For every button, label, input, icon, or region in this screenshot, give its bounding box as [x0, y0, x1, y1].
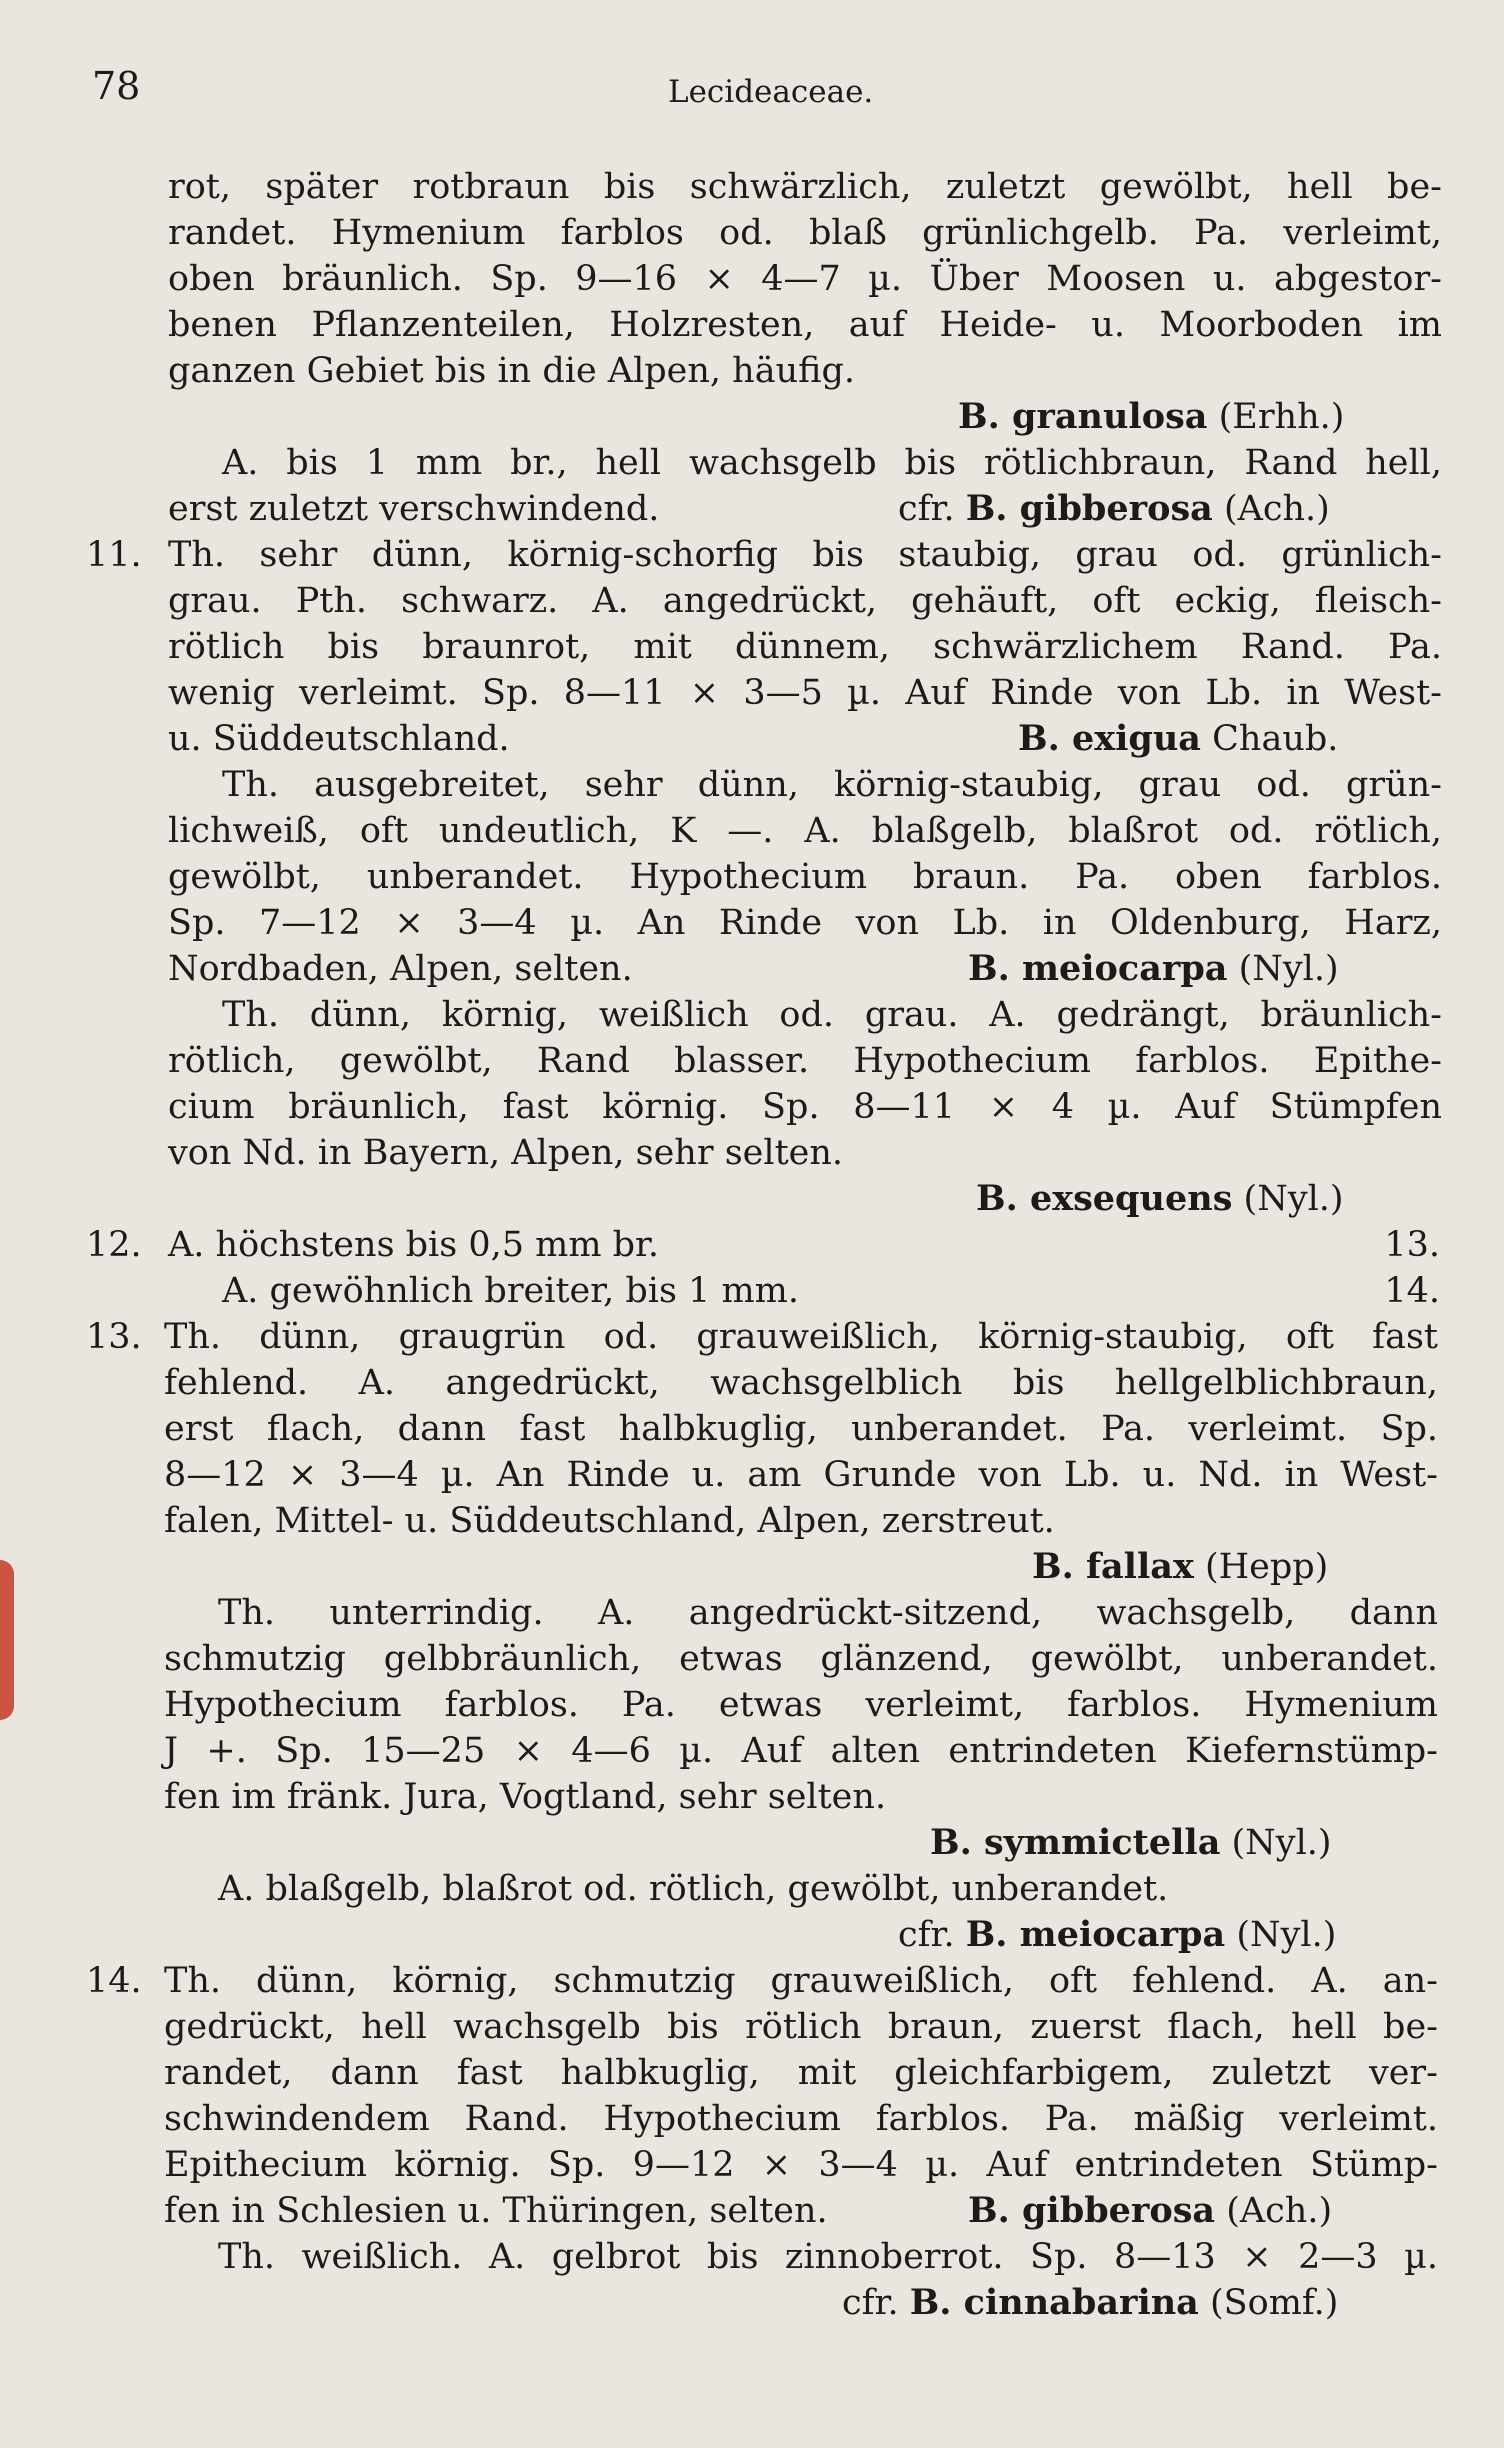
text-line: randet. Hymenium farblos od. blaß grünlichgelb. Pa. verleimt, — [168, 213, 1442, 253]
couplet-number: 12. — [86, 1225, 142, 1265]
text-line: u. Süddeutschland. — [168, 719, 510, 759]
text-line: J +. Sp. 15—25 × 4—6 µ. Auf alten entrindeten Kiefernstümp- — [164, 1731, 1438, 1771]
text-line: Th. dünn, graugrün od. grauweißlich, körnig-staubig, oft fast — [164, 1317, 1438, 1357]
text-line: Th. dünn, körnig, schmutzig grauweißlich, oft fehlend. A. an- — [164, 1961, 1438, 2001]
species-name: B. exsequens (Nyl.) — [976, 1178, 1344, 1219]
page-number: 78 — [92, 64, 141, 108]
text-line: rot, später rotbraun bis schwärzlich, zuletzt gewölbt, hell be- — [168, 167, 1442, 207]
text-line: Hypothecium farblos. Pa. etwas verleimt, farblos. Hymenium — [164, 1685, 1438, 1725]
text-line: Th. unterrindig. A. angedrückt-sitzend, wachsgelb, dann — [218, 1593, 1438, 1633]
running-title: Lecideaceae. — [668, 74, 874, 110]
species-name: cfr. B. cinnabarina (Somf.) — [842, 2282, 1339, 2323]
text-line: von Nd. in Bayern, Alpen, sehr selten. — [168, 1133, 844, 1173]
species-name: B. granulosa (Erhh.) — [958, 396, 1345, 437]
text-line: Th. ausgebreitet, sehr dünn, körnig-staubig, grau od. grün- — [222, 765, 1442, 805]
text-line: Sp. 7—12 × 3—4 µ. An Rinde von Lb. in Oldenburg, Harz, — [168, 903, 1442, 943]
text-line: falen, Mittel- u. Süddeutschland, Alpen, zerstreut. — [164, 1501, 1055, 1541]
text-line: A. höchstens bis 0,5 mm br. — [168, 1225, 660, 1265]
text-line: schmutzig gelbbräunlich, etwas glänzend, gewölbt, unberandet. — [164, 1639, 1438, 1679]
species-name: cfr. B. meiocarpa (Nyl.) — [898, 1914, 1337, 1955]
species-name: B. gibberosa (Ach.) — [968, 2190, 1333, 2231]
couplet-lead: 13. — [1384, 1225, 1440, 1265]
text-line: gewölbt, unberandet. Hypothecium braun. Pa. oben farblos. — [168, 857, 1442, 897]
species-name: B. meiocarpa (Nyl.) — [968, 948, 1339, 989]
text-line: erst flach, dann fast halbkuglig, unberandet. Pa. verleimt. Sp. — [164, 1409, 1438, 1449]
text-line: 8—12 × 3—4 µ. An Rinde u. am Grunde von Lb. u. Nd. in West- — [164, 1455, 1438, 1495]
text-line: lichweiß, oft undeutlich, K —. A. blaßgelb, blaßrot od. rötlich, — [168, 811, 1442, 851]
text-line: rötlich, gewölbt, Rand blasser. Hypothecium farblos. Epithe- — [168, 1041, 1442, 1081]
text-line: wenig verleimt. Sp. 8—11 × 3—5 µ. Auf Rinde von Lb. in West- — [168, 673, 1442, 713]
couplet-number: 11. — [86, 535, 142, 575]
text-line: A. blaßgelb, blaßrot od. rötlich, gewölbt, unberandet. — [218, 1869, 1169, 1909]
text-line: fehlend. A. angedrückt, wachsgelblich bis hellgelblichbraun, — [164, 1363, 1438, 1403]
species-name: B. symmictella (Nyl.) — [930, 1822, 1332, 1863]
page-header — [0, 60, 1504, 120]
couplet-number: 13. — [86, 1317, 142, 1357]
text-line: fen im fränk. Jura, Vogtland, sehr selten. — [164, 1777, 887, 1817]
text-line: fen in Schlesien u. Thüringen, selten. — [164, 2191, 828, 2231]
text-line: grau. Pth. schwarz. A. angedrückt, gehäuft, oft eckig, fleisch- — [168, 581, 1442, 621]
text-line: Th. dünn, körnig, weißlich od. grau. A. gedrängt, bräunlich- — [222, 995, 1442, 1035]
couplet-lead: 14. — [1384, 1271, 1440, 1311]
text-line: Th. sehr dünn, körnig-schorfig bis staubig, grau od. grünlich- — [168, 535, 1442, 575]
text-line: erst zuletzt verschwindend. — [168, 489, 660, 529]
text-line: ganzen Gebiet bis in die Alpen, häufig. — [168, 351, 855, 391]
text-line: Nordbaden, Alpen, selten. — [168, 949, 633, 989]
text-line: Th. weißlich. A. gelbrot bis zinnoberrot. Sp. 8—13 × 2—3 µ. — [218, 2237, 1438, 2277]
text-line: benen Pflanzenteilen, Holzresten, auf Heide- u. Moorboden im — [168, 305, 1442, 345]
text-line: A. gewöhnlich breiter, bis 1 mm. — [222, 1271, 799, 1311]
text-line: cium bräunlich, fast körnig. Sp. 8—11 × 4 µ. Auf Stümpfen — [168, 1087, 1442, 1127]
text-line: Epithecium körnig. Sp. 9—12 × 3—4 µ. Auf entrindeten Stümp- — [164, 2145, 1438, 2185]
text-line: rötlich bis braunrot, mit dünnem, schwärzlichem Rand. Pa. — [168, 627, 1442, 667]
species-name: B. exigua Chaub. — [1018, 718, 1339, 759]
text-line: gedrückt, hell wachsgelb bis rötlich braun, zuerst flach, hell be- — [164, 2007, 1438, 2047]
couplet-number: 14. — [86, 1961, 142, 2001]
page-edge-shadow — [0, 1560, 14, 1720]
text-line: A. bis 1 mm br., hell wachsgelb bis rötlichbraun, Rand hell, — [222, 443, 1442, 483]
species-name: cfr. B. gibberosa (Ach.) — [898, 488, 1330, 529]
species-name: B. fallax (Hepp) — [1032, 1546, 1329, 1587]
text-line: oben bräunlich. Sp. 9—16 × 4—7 µ. Über Moosen u. abgestor- — [168, 259, 1442, 299]
text-line: randet, dann fast halbkuglig, mit gleichfarbigem, zuletzt ver- — [164, 2053, 1438, 2093]
text-line: schwindendem Rand. Hypothecium farblos. Pa. mäßig verleimt. — [164, 2099, 1438, 2139]
